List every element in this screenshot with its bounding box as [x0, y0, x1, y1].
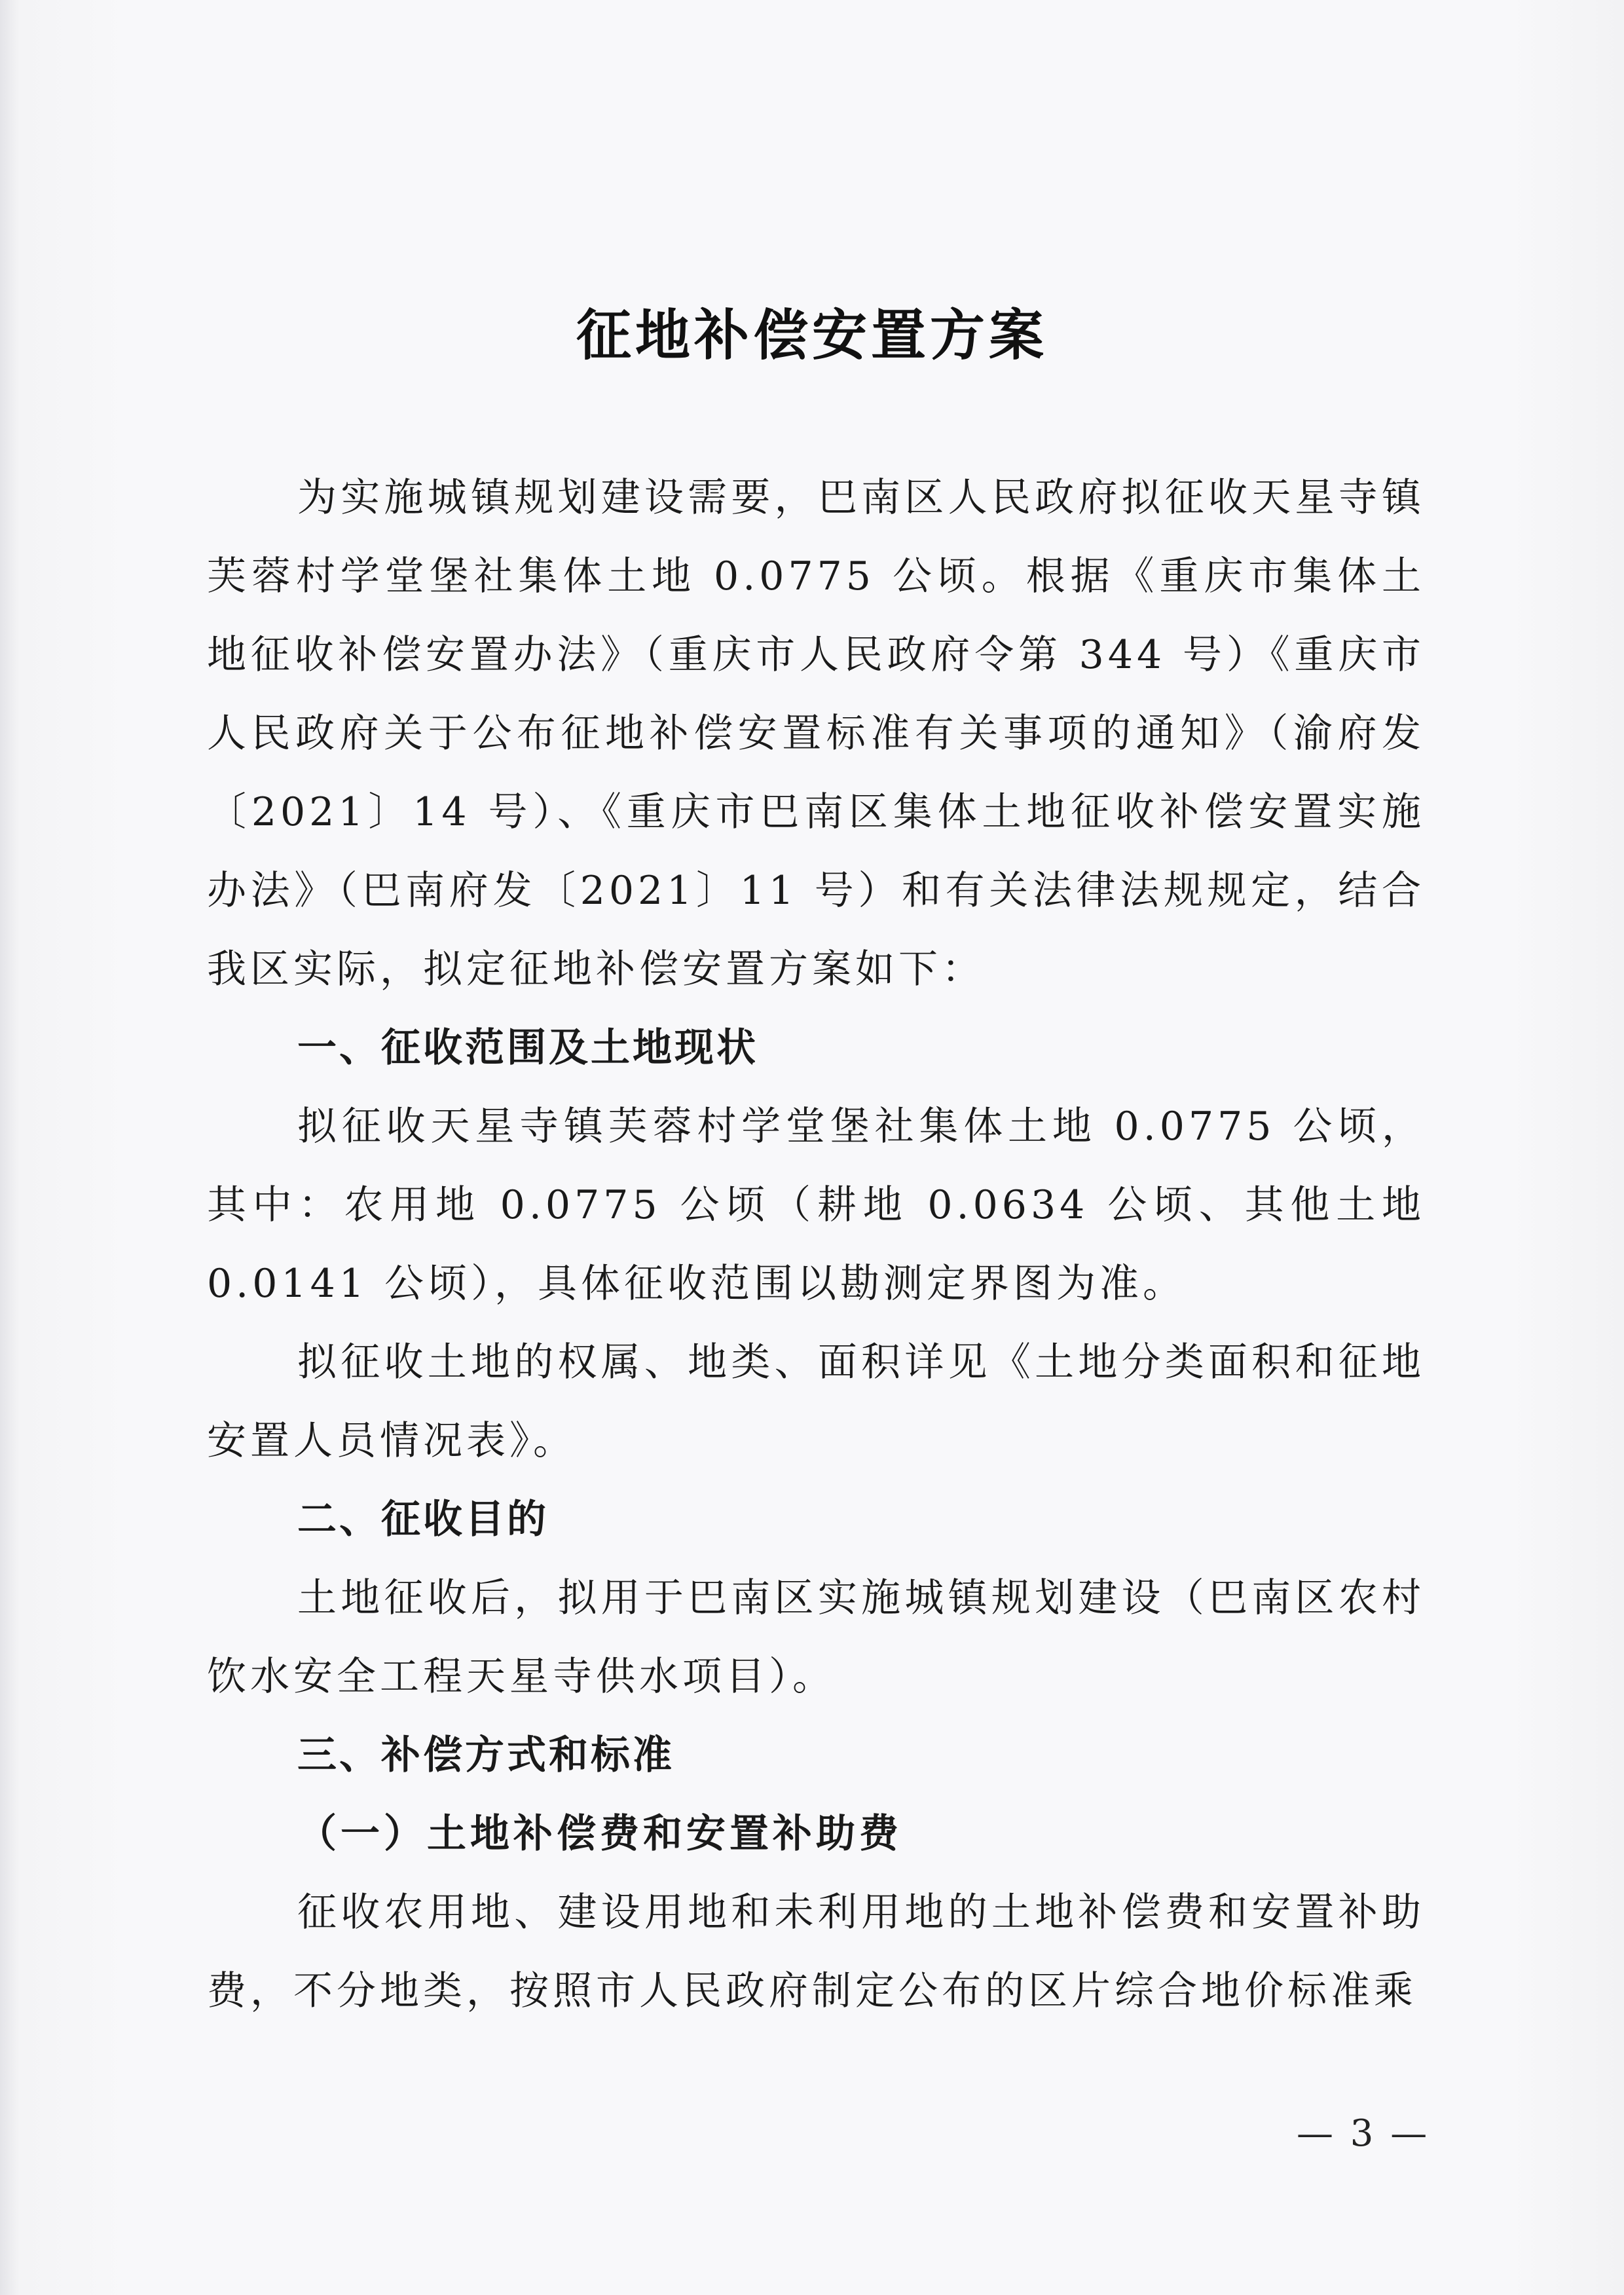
- section-3-subheading: （一）土地补偿费和安置补助费: [297, 1811, 902, 1857]
- document-title: 征地补偿安置方案: [576, 303, 1048, 367]
- section-1-heading: 一、征收范围及土地现状: [297, 1025, 758, 1071]
- section-3-paragraph-1: 征收农用地、建设用地和未利用地的土地补偿费和安置补助费，不分地类，按照市人民政府制定公布的区片综合地价标准乘: [207, 1890, 1425, 2014]
- section-1-paragraph-1: 拟征收天星寺镇芙蓉村学堂堡社集体土地 0.0775 公顷，其中：农用地 0.0775 公顷（耕地 0.0634 公顷、其他土地 0.0141 公顷），具体征收范围以勘测定界图为准。: [207, 1104, 1425, 1307]
- section-1-paragraph-2: 拟征收土地的权属、地类、面积详见《土地分类面积和征地安置人员情况表》。: [207, 1339, 1425, 1464]
- page-number: — 3 —: [1297, 2112, 1430, 2155]
- section-3-heading: 三、补偿方式和标准: [297, 1732, 674, 1778]
- section-2-paragraph-1: 土地征收后，拟用于巴南区实施城镇规划建设（巴南区农村饮水安全工程天星寺供水项目）。: [207, 1575, 1425, 1700]
- document-body: [207, 458, 1425, 2030]
- section-2-heading: 二、征收目的: [297, 1497, 549, 1542]
- intro-paragraph: 为实施城镇规划建设需要，巴南区人民政府拟征收天星寺镇芙蓉村学堂堡社集体土地 0.0775 公顷。根据《重庆市集体土地征收补偿安置办法》（重庆市人民政府令第 344 号）《重庆市人民政府关于公布征地补偿安置标准有关事项的通知》（渝府发〔2021〕14 号）、《重庆市巴南区集体土地征收补偿安置实施办法》（巴南府发〔2021〕11 号）和有关法律法规规定，结合我区实际，拟定征地补偿安置方案如下：: [207, 475, 1425, 992]
